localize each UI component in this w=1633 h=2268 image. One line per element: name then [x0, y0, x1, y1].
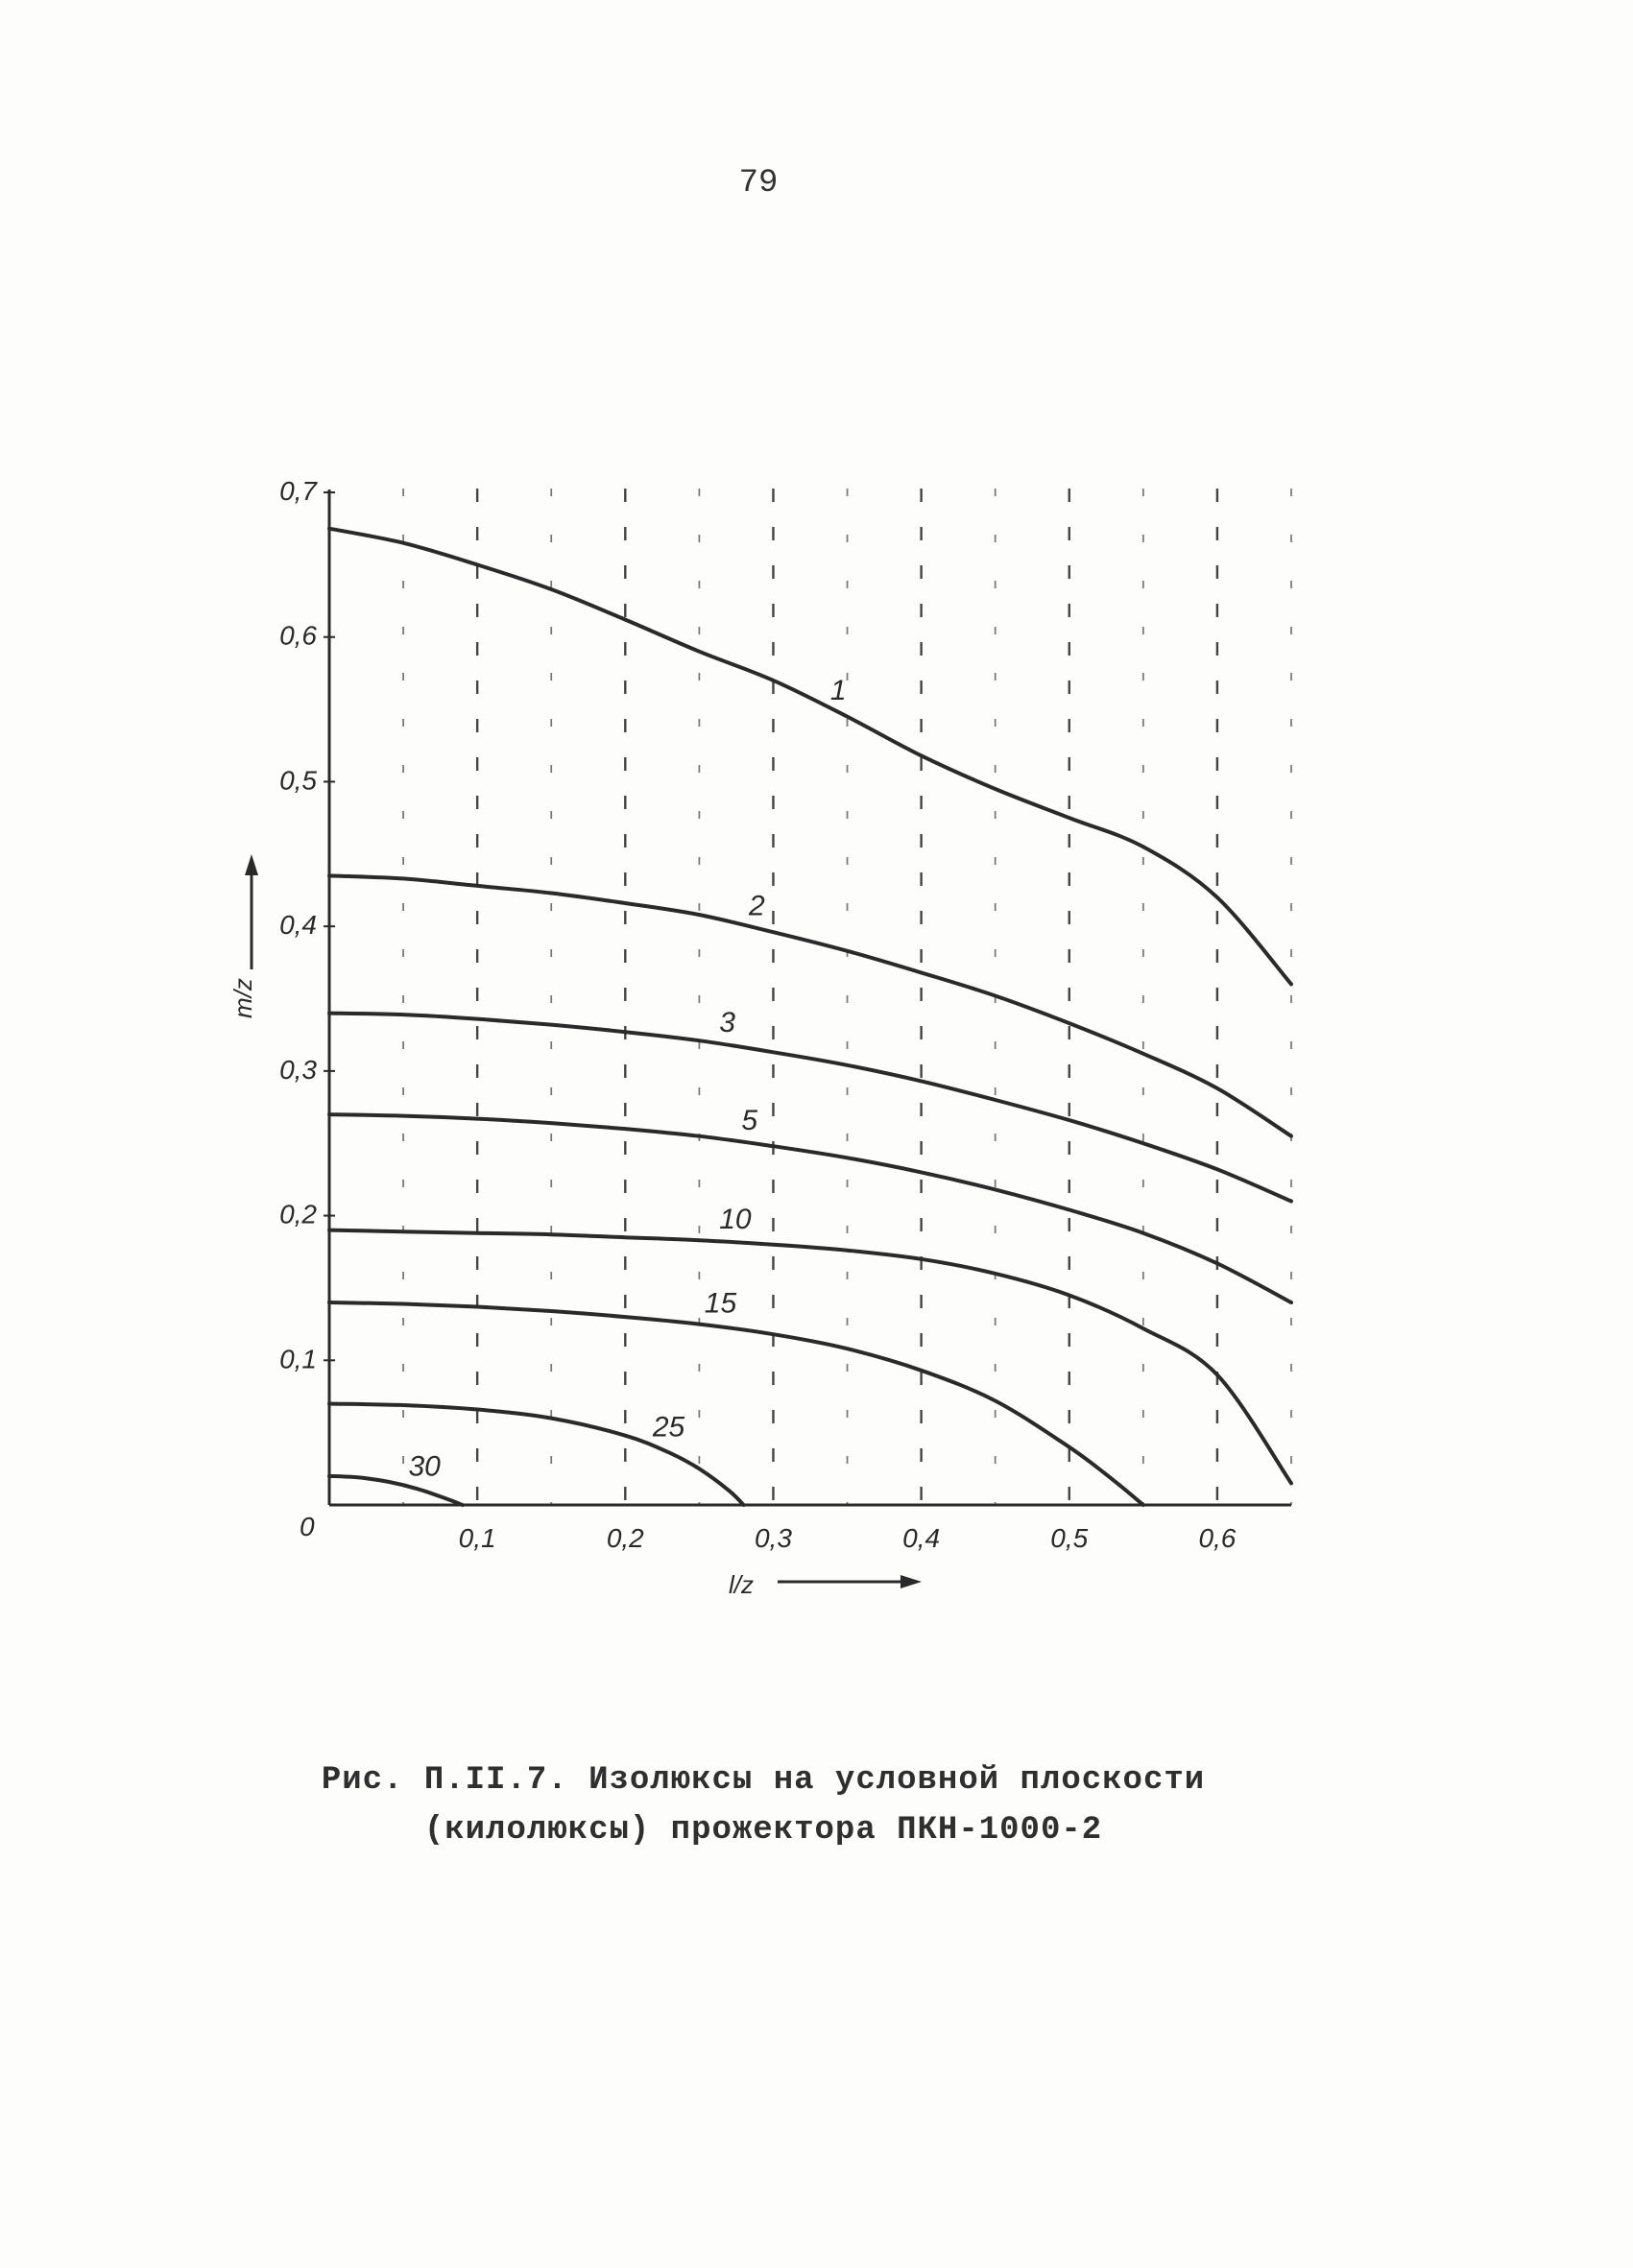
figure-caption-line-2: (килолюксы) прожектора ПКН-1000-2 [423, 1812, 1103, 1849]
isolux-curve-2 [329, 875, 1291, 1135]
isolux-curve-3 [329, 1014, 1291, 1202]
y-tick-label: 0,6 [279, 620, 317, 651]
curve-label-15: 15 [704, 1287, 737, 1320]
curve-label-25: 25 [652, 1411, 685, 1444]
origin-label: 0 [300, 1512, 315, 1541]
isolux-curve-10 [329, 1230, 1291, 1484]
curve-label-2: 2 [749, 890, 765, 922]
x-tick-label: 0,4 [902, 1523, 941, 1553]
x-axis-label: l/z [729, 1570, 754, 1599]
y-axis-label: m/z [228, 978, 257, 1018]
curve-label-5: 5 [741, 1105, 758, 1137]
isolux-curve-1 [329, 529, 1291, 985]
y-tick-label: 0,3 [279, 1054, 317, 1085]
y-tick-label: 0,1 [279, 1344, 317, 1374]
axes-layer [329, 489, 1291, 1505]
y-axis-arrowhead [245, 854, 258, 875]
x-tick-label: 0,1 [458, 1523, 496, 1553]
figure-caption-line-1: Рис. П.II.7. Изолюксы на условной плоскости [321, 1762, 1206, 1799]
y-tick-label: 0,7 [279, 476, 317, 506]
x-tick-label: 0,6 [1198, 1523, 1237, 1553]
x-tick-label: 0,2 [606, 1523, 644, 1553]
curve-label-30: 30 [408, 1450, 441, 1483]
page-number: 79 [738, 165, 779, 202]
curve-label-1: 1 [829, 674, 847, 706]
grid-layer [403, 489, 1291, 1505]
label-layer [228, 476, 1237, 1599]
isolux-curve-15 [329, 1302, 1143, 1505]
series-layer [329, 529, 1291, 1505]
x-tick-label: 0,5 [1050, 1523, 1089, 1553]
isolux-curve-30 [329, 1476, 463, 1505]
y-tick-label: 0,2 [279, 1199, 317, 1229]
x-tick-label: 0,3 [754, 1523, 792, 1553]
y-tick-label: 0,4 [279, 910, 317, 941]
y-tick-label: 0,5 [279, 765, 317, 796]
curve-label-3: 3 [719, 1007, 735, 1039]
curve-label-10: 10 [719, 1204, 752, 1236]
x-axis-arrowhead [901, 1575, 922, 1588]
